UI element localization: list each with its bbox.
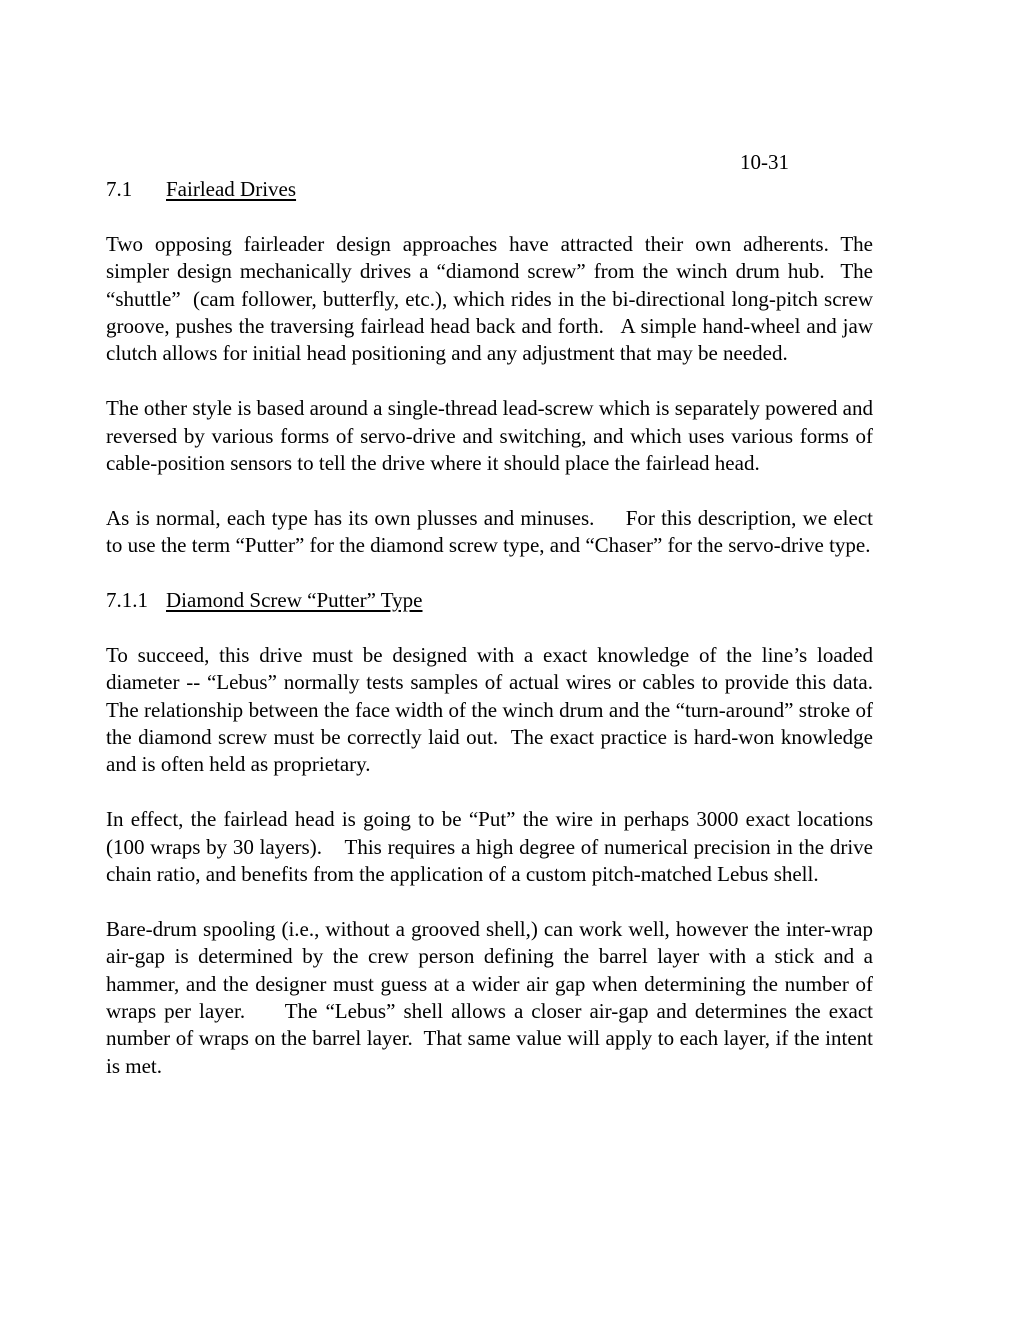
section-number: 7.1.1 <box>106 588 148 613</box>
paragraph: The other style is based around a single-thread lead-screw which is separately powered and reversed by various forms of servo-drive and switching, and which uses various forms of cable-position sensors to tell the drive where it should place the fairlead head. <box>106 396 879 476</box>
paragraph: To succeed, this drive must be designed with a exact knowledge of the line’s loaded diameter -- “Lebus” normally tests samples of actual wires or cables to provide this data. The relationship between the face width of the winch drum and the “turn-around” stroke of the diamond screw must be correctly laid out. The exact practice is hard-won knowledge and is often held as proprietary. <box>106 642 894 777</box>
paragraph: In effect, the fairlead head is going to be “Put” the wire in perhaps 3000 exact locations (100 wraps by 30 layers). This requires a high degree of numerical precision in the drive chain ratio, and benefits from the application of a custom pitch-matched Lebus shell. <box>106 807 879 887</box>
section-title: Diamond Screw “Putter” Type <box>166 588 423 613</box>
section-heading-7-1-1 <box>106 587 873 614</box>
page-number: 10-31 <box>740 150 789 174</box>
paragraph: Two opposing fairleader design approaches have attracted their own adherents. The simpler design mechanically drives a “diamond screw” from the winch drum hub. The “shuttle” (cam follower, butterfly, etc.), which rides in the bi-directional long-pitch screw groove, pushes the traversing fairlead head back and forth. A simple hand-wheel and jaw clutch allows for initial head positioning and any adjustment that may be needed. <box>106 231 879 366</box>
section-heading-7-1 <box>106 176 873 203</box>
section-title: Fairlead Drives <box>166 177 297 201</box>
paragraph: As is normal, each type has its own plusses and minuses. For this description, we elect to use the term “Putter” for the diamond screw type, and “Chaser” for the servo-drive type. <box>106 505 879 558</box>
document-body <box>106 176 894 1108</box>
section-number: 7.1 <box>106 177 133 201</box>
paragraph: Bare-drum spooling (i.e., without a grooved shell,) can work well, however the inter-wrap air-gap is determined by the crew person defining the barrel layer with a stick and a hammer, and the designer must guess at a wider air gap when determining the number of wraps per layer. The “Lebus” shell allows a closer air-gap and determines the exact number of wraps on the barrel layer. That same value will apply to each layer, if the intent is met. <box>106 916 879 1078</box>
